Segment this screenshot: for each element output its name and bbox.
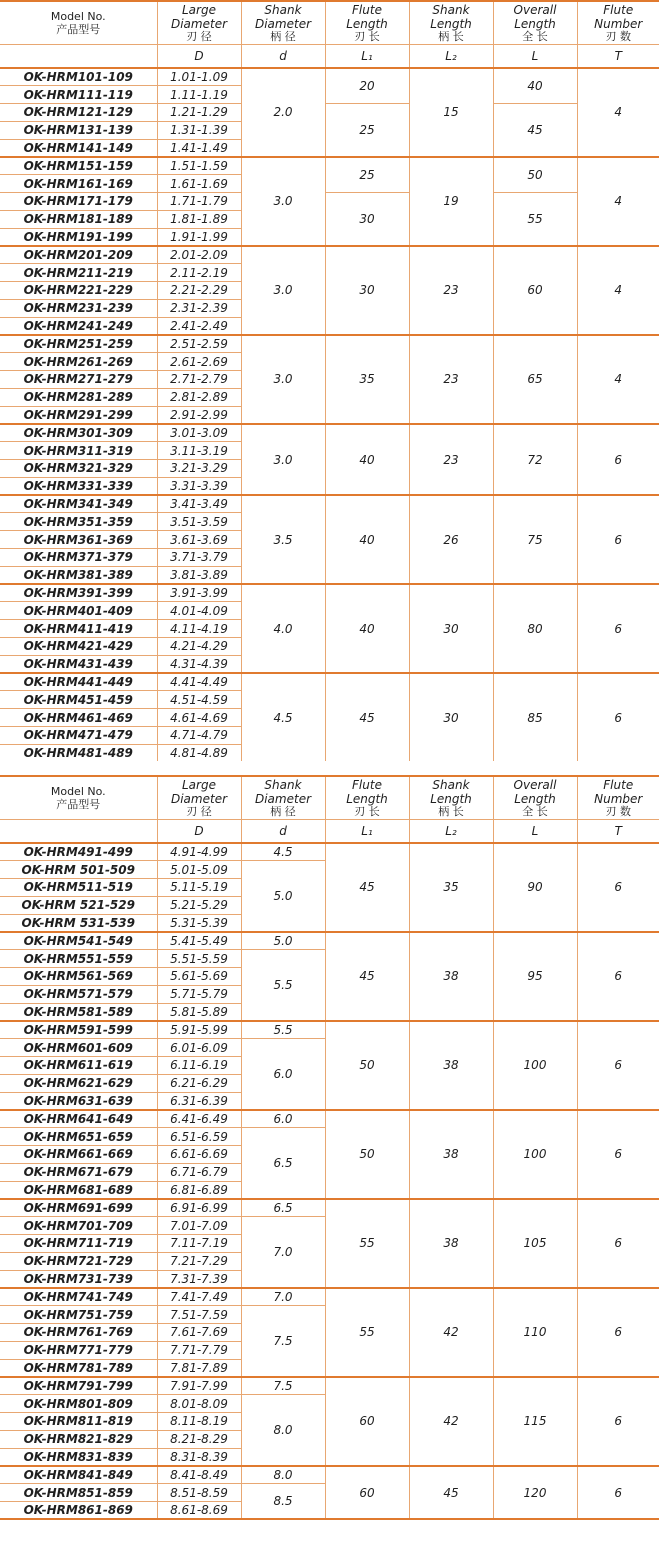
flute-number-cell: 6 xyxy=(577,1110,659,1199)
overall-length-cell: 72 xyxy=(493,424,577,495)
shank-length-cell: 23 xyxy=(409,335,493,424)
overall-length-cell: 80 xyxy=(493,584,577,673)
large-diameter-cell: 8.21-8.29 xyxy=(157,1430,241,1448)
spec-table-2 xyxy=(0,775,659,1520)
large-diameter-cell: 7.71-7.79 xyxy=(157,1341,241,1359)
symbol-d: d xyxy=(241,819,325,843)
symbol-blank xyxy=(0,44,157,68)
symbol-D: D xyxy=(157,44,241,68)
model-number-cell: OK-HRM471-479 xyxy=(0,726,157,744)
model-number-cell: OK-HRM261-269 xyxy=(0,353,157,371)
col-large-diameter: Large Diameter 刃 径 xyxy=(157,1,241,44)
overall-length-cell: 105 xyxy=(493,1199,577,1288)
large-diameter-cell: 1.01-1.09 xyxy=(157,68,241,86)
col-flute-length: Flute Length 刃 长 xyxy=(325,776,409,819)
model-number-cell: OK-HRM841-849 xyxy=(0,1466,157,1484)
spec-table-1 xyxy=(0,0,659,763)
table-row xyxy=(0,495,659,513)
large-diameter-cell: 3.31-3.39 xyxy=(157,477,241,495)
shank-diameter-cell: 8.0 xyxy=(241,1395,325,1466)
large-diameter-cell: 6.31-6.39 xyxy=(157,1092,241,1110)
table-row xyxy=(0,193,659,211)
model-number-cell: OK-HRM201-209 xyxy=(0,246,157,264)
large-diameter-cell: 6.71-6.79 xyxy=(157,1163,241,1181)
large-diameter-cell: 5.91-5.99 xyxy=(157,1021,241,1039)
overall-length-cell: 55 xyxy=(493,193,577,246)
large-diameter-cell: 3.21-3.29 xyxy=(157,460,241,478)
large-diameter-cell: 4.01-4.09 xyxy=(157,602,241,620)
overall-length-cell: 75 xyxy=(493,495,577,584)
flute-length-cell: 45 xyxy=(325,673,409,762)
table-header xyxy=(0,776,659,843)
large-diameter-cell: 2.91-2.99 xyxy=(157,406,241,424)
shank-diameter-cell: 6.0 xyxy=(241,1110,325,1128)
flute-number-cell: 4 xyxy=(577,246,659,335)
model-number-cell: OK-HRM851-859 xyxy=(0,1484,157,1502)
model-number-cell: OK-HRM481-489 xyxy=(0,744,157,762)
model-number-cell: OK-HRM381-389 xyxy=(0,566,157,584)
model-number-cell: OK-HRM461-469 xyxy=(0,709,157,727)
model-number-cell: OK-HRM301-309 xyxy=(0,424,157,442)
flute-number-cell: 6 xyxy=(577,1199,659,1288)
large-diameter-cell: 6.21-6.29 xyxy=(157,1074,241,1092)
table-row xyxy=(0,1199,659,1217)
large-diameter-cell: 2.81-2.89 xyxy=(157,388,241,406)
large-diameter-cell: 3.51-3.59 xyxy=(157,513,241,531)
flute-number-cell: 4 xyxy=(577,68,659,157)
shank-diameter-cell: 3.0 xyxy=(241,335,325,424)
large-diameter-cell: 6.41-6.49 xyxy=(157,1110,241,1128)
flute-length-cell: 40 xyxy=(325,495,409,584)
large-diameter-cell: 2.01-2.09 xyxy=(157,246,241,264)
shank-diameter-cell: 3.5 xyxy=(241,495,325,584)
large-diameter-cell: 5.31-5.39 xyxy=(157,914,241,932)
model-number-cell: OK-HRM401-409 xyxy=(0,602,157,620)
model-number-cell: OK-HRM671-679 xyxy=(0,1163,157,1181)
large-diameter-cell: 3.91-3.99 xyxy=(157,584,241,602)
large-diameter-cell: 5.71-5.79 xyxy=(157,985,241,1003)
model-number-cell: OK-HRM831-839 xyxy=(0,1448,157,1466)
model-number-cell: OK-HRM451-459 xyxy=(0,691,157,709)
model-number-cell: OK-HRM181-189 xyxy=(0,210,157,228)
symbol-D: D xyxy=(157,819,241,843)
flute-number-cell: 6 xyxy=(577,584,659,673)
large-diameter-cell: 2.71-2.79 xyxy=(157,371,241,389)
model-number-cell: OK-HRM131-139 xyxy=(0,121,157,139)
model-number-cell: OK-HRM121-129 xyxy=(0,104,157,122)
shank-diameter-cell: 5.5 xyxy=(241,1021,325,1039)
overall-length-cell: 50 xyxy=(493,157,577,193)
model-number-cell: OK-HRM 501-509 xyxy=(0,861,157,879)
model-number-cell: OK-HRM651-659 xyxy=(0,1128,157,1146)
model-number-cell: OK-HRM491-499 xyxy=(0,843,157,861)
flute-number-cell: 4 xyxy=(577,335,659,424)
model-number-cell: OK-HRM141-149 xyxy=(0,139,157,157)
model-number-cell: OK-HRM271-279 xyxy=(0,371,157,389)
large-diameter-cell: 8.31-8.39 xyxy=(157,1448,241,1466)
large-diameter-cell: 5.41-5.49 xyxy=(157,932,241,950)
flute-length-cell: 35 xyxy=(325,335,409,424)
model-number-cell: OK-HRM431-439 xyxy=(0,655,157,673)
model-number-cell: OK-HRM371-379 xyxy=(0,549,157,567)
model-number-cell: OK-HRM791-799 xyxy=(0,1377,157,1395)
flute-length-cell: 50 xyxy=(325,1110,409,1199)
large-diameter-cell: 3.41-3.49 xyxy=(157,495,241,513)
shank-diameter-cell: 3.0 xyxy=(241,246,325,335)
table-row xyxy=(0,246,659,264)
overall-length-cell: 90 xyxy=(493,843,577,932)
large-diameter-cell: 2.51-2.59 xyxy=(157,335,241,353)
overall-length-cell: 60 xyxy=(493,246,577,335)
model-number-cell: OK-HRM611-619 xyxy=(0,1057,157,1075)
model-number-cell: OK-HRM751-759 xyxy=(0,1306,157,1324)
flute-number-cell: 6 xyxy=(577,843,659,932)
model-number-cell: OK-HRM111-119 xyxy=(0,86,157,104)
shank-length-cell: 45 xyxy=(409,1466,493,1519)
col-shank-diameter: Shank Diameter 柄 径 xyxy=(241,776,325,819)
model-number-cell: OK-HRM571-579 xyxy=(0,985,157,1003)
large-diameter-cell: 4.11-4.19 xyxy=(157,620,241,638)
flute-length-cell: 40 xyxy=(325,424,409,495)
shank-length-cell: 42 xyxy=(409,1377,493,1466)
large-diameter-cell: 7.21-7.29 xyxy=(157,1252,241,1270)
model-number-cell: OK-HRM441-449 xyxy=(0,673,157,691)
large-diameter-cell: 4.71-4.79 xyxy=(157,726,241,744)
flute-length-cell: 45 xyxy=(325,932,409,1021)
model-number-cell: OK-HRM151-159 xyxy=(0,157,157,175)
shank-diameter-cell: 3.0 xyxy=(241,157,325,246)
large-diameter-cell: 4.61-4.69 xyxy=(157,709,241,727)
model-number-cell: OK-HRM281-289 xyxy=(0,388,157,406)
symbol-L: L xyxy=(493,819,577,843)
symbol-blank xyxy=(0,819,157,843)
large-diameter-cell: 7.41-7.49 xyxy=(157,1288,241,1306)
model-number-cell: OK-HRM511-519 xyxy=(0,879,157,897)
symbol-d: d xyxy=(241,44,325,68)
symbol-L2: L₂ xyxy=(409,44,493,68)
shank-diameter-cell: 4.5 xyxy=(241,673,325,762)
model-number-cell: OK-HRM801-809 xyxy=(0,1395,157,1413)
shank-length-cell: 23 xyxy=(409,424,493,495)
shank-length-cell: 38 xyxy=(409,1110,493,1199)
flute-number-cell: 6 xyxy=(577,673,659,762)
table-row xyxy=(0,157,659,175)
model-number-cell: OK-HRM211-219 xyxy=(0,264,157,282)
model-number-cell: OK-HRM251-259 xyxy=(0,335,157,353)
overall-length-cell: 100 xyxy=(493,1021,577,1110)
shank-length-cell: 15 xyxy=(409,68,493,157)
shank-diameter-cell: 4.0 xyxy=(241,584,325,673)
large-diameter-cell: 7.51-7.59 xyxy=(157,1306,241,1324)
shank-diameter-cell: 5.5 xyxy=(241,950,325,1021)
flute-number-cell: 6 xyxy=(577,1021,659,1110)
large-diameter-cell: 2.41-2.49 xyxy=(157,317,241,335)
large-diameter-cell: 1.61-1.69 xyxy=(157,175,241,193)
flute-number-cell: 4 xyxy=(577,157,659,246)
large-diameter-cell: 3.11-3.19 xyxy=(157,442,241,460)
shank-length-cell: 26 xyxy=(409,495,493,584)
large-diameter-cell: 2.21-2.29 xyxy=(157,282,241,300)
table-row xyxy=(0,424,659,442)
shank-length-cell: 30 xyxy=(409,584,493,673)
large-diameter-cell: 5.81-5.89 xyxy=(157,1003,241,1021)
table-row xyxy=(0,335,659,353)
shank-diameter-cell: 5.0 xyxy=(241,932,325,950)
col-shank-diameter: Shank Diameter 柄 径 xyxy=(241,1,325,44)
model-number-cell: OK-HRM811-819 xyxy=(0,1413,157,1431)
flute-length-cell: 45 xyxy=(325,843,409,932)
model-number-cell: OK-HRM711-719 xyxy=(0,1235,157,1253)
table-row xyxy=(0,673,659,691)
model-number-cell: OK-HRM 521-529 xyxy=(0,896,157,914)
model-number-cell: OK-HRM741-749 xyxy=(0,1288,157,1306)
table-gap xyxy=(0,761,659,775)
large-diameter-cell: 4.41-4.49 xyxy=(157,673,241,691)
large-diameter-cell: 7.81-7.89 xyxy=(157,1359,241,1377)
model-number-cell: OK-HRM781-789 xyxy=(0,1359,157,1377)
symbol-T: T xyxy=(577,44,659,68)
overall-length-cell: 40 xyxy=(493,68,577,104)
flute-length-cell: 50 xyxy=(325,1021,409,1110)
model-number-cell: OK-HRM771-779 xyxy=(0,1341,157,1359)
large-diameter-cell: 3.01-3.09 xyxy=(157,424,241,442)
large-diameter-cell: 8.61-8.69 xyxy=(157,1501,241,1519)
model-number-cell: OK-HRM591-599 xyxy=(0,1021,157,1039)
model-number-cell: OK-HRM681-689 xyxy=(0,1181,157,1199)
col-shank-length: Shank Length 柄 长 xyxy=(409,1,493,44)
large-diameter-cell: 1.31-1.39 xyxy=(157,121,241,139)
large-diameter-cell: 3.61-3.69 xyxy=(157,531,241,549)
large-diameter-cell: 7.11-7.19 xyxy=(157,1235,241,1253)
flute-length-cell: 60 xyxy=(325,1377,409,1466)
table-header xyxy=(0,1,659,68)
col-large-diameter: Large Diameter 刃 径 xyxy=(157,776,241,819)
model-number-cell: OK-HRM861-869 xyxy=(0,1501,157,1519)
flute-number-cell: 6 xyxy=(577,932,659,1021)
table-row xyxy=(0,104,659,122)
model-number-cell: OK-HRM391-399 xyxy=(0,584,157,602)
model-number-cell: OK-HRM721-729 xyxy=(0,1252,157,1270)
flute-length-cell: 40 xyxy=(325,584,409,673)
table-row xyxy=(0,843,659,861)
model-number-cell: OK-HRM321-329 xyxy=(0,460,157,478)
table-row xyxy=(0,68,659,86)
model-number-cell: OK-HRM761-769 xyxy=(0,1324,157,1342)
model-number-cell: OK-HRM821-829 xyxy=(0,1430,157,1448)
table-row xyxy=(0,1021,659,1039)
large-diameter-cell: 1.11-1.19 xyxy=(157,86,241,104)
col-model: Model No. 产品型号 xyxy=(0,1,157,44)
flute-length-cell: 60 xyxy=(325,1466,409,1519)
large-diameter-cell: 1.81-1.89 xyxy=(157,210,241,228)
model-number-cell: OK-HRM241-249 xyxy=(0,317,157,335)
shank-diameter-cell: 8.0 xyxy=(241,1466,325,1484)
large-diameter-cell: 5.61-5.69 xyxy=(157,968,241,986)
shank-diameter-cell: 7.0 xyxy=(241,1217,325,1288)
large-diameter-cell: 4.81-4.89 xyxy=(157,744,241,762)
shank-diameter-cell: 7.5 xyxy=(241,1306,325,1377)
overall-length-cell: 85 xyxy=(493,673,577,762)
model-number-cell: OK-HRM361-369 xyxy=(0,531,157,549)
shank-diameter-cell: 6.5 xyxy=(241,1199,325,1217)
large-diameter-cell: 7.61-7.69 xyxy=(157,1324,241,1342)
overall-length-cell: 65 xyxy=(493,335,577,424)
col-flute-length: Flute Length 刃 长 xyxy=(325,1,409,44)
flute-number-cell: 6 xyxy=(577,424,659,495)
shank-length-cell: 19 xyxy=(409,157,493,246)
flute-length-cell: 30 xyxy=(325,246,409,335)
overall-length-cell: 110 xyxy=(493,1288,577,1377)
large-diameter-cell: 7.91-7.99 xyxy=(157,1377,241,1395)
shank-diameter-cell: 7.0 xyxy=(241,1288,325,1306)
col-shank-length: Shank Length 柄 长 xyxy=(409,776,493,819)
large-diameter-cell: 7.01-7.09 xyxy=(157,1217,241,1235)
table-row xyxy=(0,1288,659,1306)
shank-length-cell: 30 xyxy=(409,673,493,762)
model-number-cell: OK-HRM421-429 xyxy=(0,638,157,656)
shank-length-cell: 38 xyxy=(409,1021,493,1110)
large-diameter-cell: 1.51-1.59 xyxy=(157,157,241,175)
model-number-cell: OK-HRM331-339 xyxy=(0,477,157,495)
model-number-cell: OK-HRM731-739 xyxy=(0,1270,157,1288)
col-flute-number: Flute Number 刃 数 xyxy=(577,776,659,819)
shank-diameter-cell: 4.5 xyxy=(241,843,325,861)
shank-diameter-cell: 2.0 xyxy=(241,68,325,157)
model-number-cell: OK-HRM701-709 xyxy=(0,1217,157,1235)
model-number-cell: OK-HRM601-609 xyxy=(0,1039,157,1057)
overall-length-cell: 95 xyxy=(493,932,577,1021)
col-overall-length: Overall Length 全 长 xyxy=(493,776,577,819)
model-number-cell: OK-HRM101-109 xyxy=(0,68,157,86)
large-diameter-cell: 6.51-6.59 xyxy=(157,1128,241,1146)
model-number-cell: OK-HRM171-179 xyxy=(0,193,157,211)
table-row xyxy=(0,1110,659,1128)
flute-number-cell: 6 xyxy=(577,1466,659,1519)
large-diameter-cell: 3.71-3.79 xyxy=(157,549,241,567)
shank-length-cell: 35 xyxy=(409,843,493,932)
model-number-cell: OK-HRM191-199 xyxy=(0,228,157,246)
model-number-cell: OK-HRM691-699 xyxy=(0,1199,157,1217)
shank-diameter-cell: 6.5 xyxy=(241,1128,325,1199)
large-diameter-cell: 4.51-4.59 xyxy=(157,691,241,709)
model-number-cell: OK-HRM 531-539 xyxy=(0,914,157,932)
model-number-cell: OK-HRM581-589 xyxy=(0,1003,157,1021)
model-number-cell: OK-HRM541-549 xyxy=(0,932,157,950)
large-diameter-cell: 6.61-6.69 xyxy=(157,1146,241,1164)
large-diameter-cell: 5.01-5.09 xyxy=(157,861,241,879)
overall-length-cell: 120 xyxy=(493,1466,577,1519)
flute-length-cell: 30 xyxy=(325,193,409,246)
large-diameter-cell: 1.91-1.99 xyxy=(157,228,241,246)
shank-diameter-cell: 8.5 xyxy=(241,1484,325,1520)
large-diameter-cell: 5.51-5.59 xyxy=(157,950,241,968)
model-number-cell: OK-HRM621-629 xyxy=(0,1074,157,1092)
large-diameter-cell: 5.21-5.29 xyxy=(157,896,241,914)
shank-length-cell: 42 xyxy=(409,1288,493,1377)
model-number-cell: OK-HRM231-239 xyxy=(0,299,157,317)
large-diameter-cell: 4.31-4.39 xyxy=(157,655,241,673)
col-overall-length: Overall Length 全 长 xyxy=(493,1,577,44)
overall-length-cell: 45 xyxy=(493,104,577,157)
flute-length-cell: 25 xyxy=(325,157,409,193)
large-diameter-cell: 2.61-2.69 xyxy=(157,353,241,371)
symbol-T: T xyxy=(577,819,659,843)
model-number-cell: OK-HRM291-299 xyxy=(0,406,157,424)
large-diameter-cell: 8.51-8.59 xyxy=(157,1484,241,1502)
model-number-cell: OK-HRM641-649 xyxy=(0,1110,157,1128)
large-diameter-cell: 1.21-1.29 xyxy=(157,104,241,122)
large-diameter-cell: 2.11-2.19 xyxy=(157,264,241,282)
shank-length-cell: 38 xyxy=(409,1199,493,1288)
overall-length-cell: 100 xyxy=(493,1110,577,1199)
shank-length-cell: 38 xyxy=(409,932,493,1021)
flute-length-cell: 55 xyxy=(325,1288,409,1377)
shank-diameter-cell: 6.0 xyxy=(241,1039,325,1110)
overall-length-cell: 115 xyxy=(493,1377,577,1466)
flute-number-cell: 6 xyxy=(577,1288,659,1377)
large-diameter-cell: 1.41-1.49 xyxy=(157,139,241,157)
symbol-L1: L₁ xyxy=(325,819,409,843)
shank-diameter-cell: 7.5 xyxy=(241,1377,325,1395)
shank-diameter-cell: 3.0 xyxy=(241,424,325,495)
flute-length-cell: 25 xyxy=(325,104,409,157)
model-number-cell: OK-HRM631-639 xyxy=(0,1092,157,1110)
model-number-cell: OK-HRM221-229 xyxy=(0,282,157,300)
large-diameter-cell: 8.01-8.09 xyxy=(157,1395,241,1413)
shank-diameter-cell: 5.0 xyxy=(241,861,325,932)
large-diameter-cell: 3.81-3.89 xyxy=(157,566,241,584)
large-diameter-cell: 2.31-2.39 xyxy=(157,299,241,317)
large-diameter-cell: 8.41-8.49 xyxy=(157,1466,241,1484)
model-number-cell: OK-HRM341-349 xyxy=(0,495,157,513)
table-body xyxy=(0,843,659,1519)
table-row xyxy=(0,1466,659,1484)
large-diameter-cell: 4.21-4.29 xyxy=(157,638,241,656)
table-row xyxy=(0,1377,659,1395)
large-diameter-cell: 4.91-4.99 xyxy=(157,843,241,861)
flute-length-cell: 20 xyxy=(325,68,409,104)
flute-number-cell: 6 xyxy=(577,1377,659,1466)
large-diameter-cell: 5.11-5.19 xyxy=(157,879,241,897)
table-row xyxy=(0,584,659,602)
large-diameter-cell: 6.11-6.19 xyxy=(157,1057,241,1075)
large-diameter-cell: 1.71-1.79 xyxy=(157,193,241,211)
col-flute-number: Flute Number 刃 数 xyxy=(577,1,659,44)
col-model: Model No. 产品型号 xyxy=(0,776,157,819)
symbol-L: L xyxy=(493,44,577,68)
model-number-cell: OK-HRM311-319 xyxy=(0,442,157,460)
large-diameter-cell: 6.91-6.99 xyxy=(157,1199,241,1217)
table-body xyxy=(0,68,659,762)
model-number-cell: OK-HRM351-359 xyxy=(0,513,157,531)
model-number-cell: OK-HRM661-669 xyxy=(0,1146,157,1164)
model-number-cell: OK-HRM561-569 xyxy=(0,968,157,986)
large-diameter-cell: 6.81-6.89 xyxy=(157,1181,241,1199)
model-number-cell: OK-HRM551-559 xyxy=(0,950,157,968)
large-diameter-cell: 8.11-8.19 xyxy=(157,1413,241,1431)
symbol-L1: L₁ xyxy=(325,44,409,68)
symbol-L2: L₂ xyxy=(409,819,493,843)
flute-length-cell: 55 xyxy=(325,1199,409,1288)
model-number-cell: OK-HRM411-419 xyxy=(0,620,157,638)
table-row xyxy=(0,932,659,950)
flute-number-cell: 6 xyxy=(577,495,659,584)
large-diameter-cell: 7.31-7.39 xyxy=(157,1270,241,1288)
model-number-cell: OK-HRM161-169 xyxy=(0,175,157,193)
shank-length-cell: 23 xyxy=(409,246,493,335)
large-diameter-cell: 6.01-6.09 xyxy=(157,1039,241,1057)
